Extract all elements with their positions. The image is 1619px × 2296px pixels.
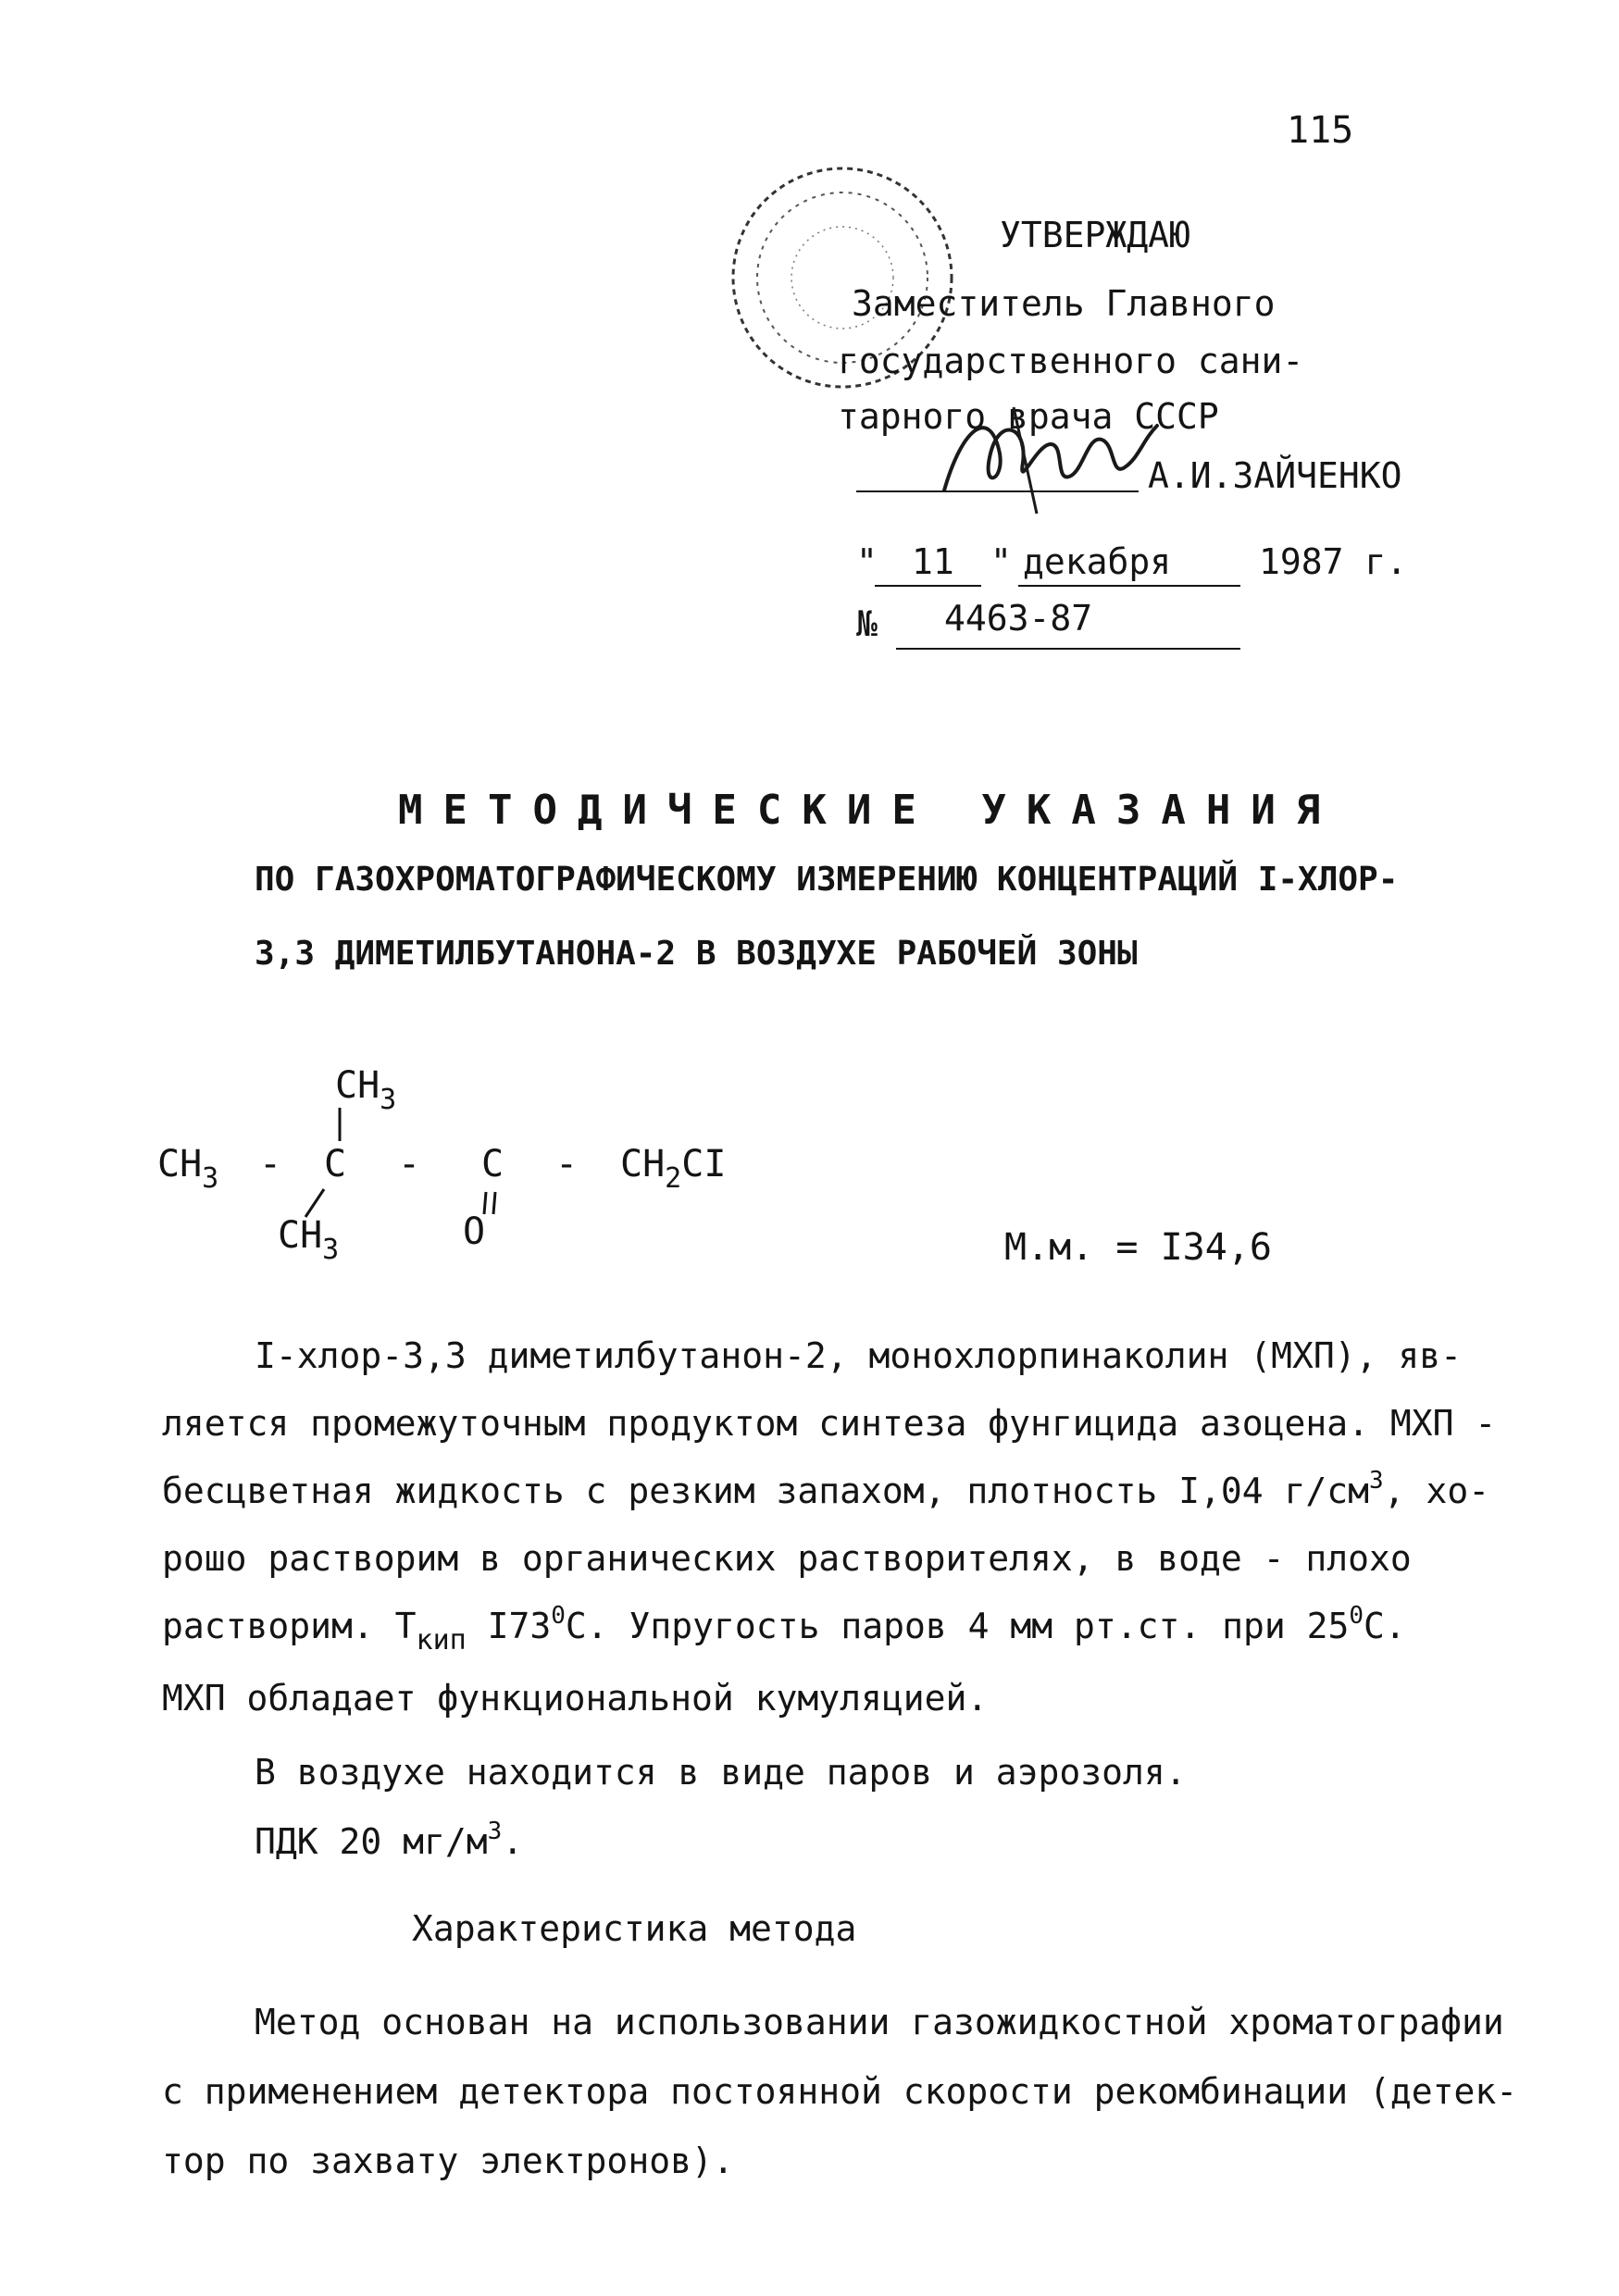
number-underline: [896, 648, 1240, 650]
document-subtitle-line1: ПО ГАЗОХРОМАТОГРАФИЧЕСКОМУ ИЗМЕРЕНИЮ КОНЦЕНТРАЦИЙ I-ХЛОР-: [255, 861, 1399, 899]
signature-line: [856, 490, 1139, 492]
formula-dash-1: -: [259, 1143, 282, 1185]
page-number: 115: [1287, 109, 1354, 152]
para1-line3: бесцветная жидкость с резким запахом, плотность I,04 $г/см^3$, хо-: [162, 1467, 1490, 1511]
approval-position-line2: государственного сани-: [838, 341, 1304, 381]
para3-line3: тор по захвату электронов).: [162, 2141, 734, 2181]
formula-oxygen: O: [463, 1210, 486, 1253]
formula-dash-3: -: [555, 1143, 579, 1185]
formula-bottom-methyl: $CH_3$: [278, 1214, 340, 1266]
approval-heading: УТВЕРЖДАЮ: [1000, 215, 1190, 255]
number-value: 4463-87: [944, 598, 1093, 639]
approver-name: А.И.ЗАЙЧЕНКО: [1148, 455, 1402, 496]
document-title: МЕТОДИЧЕСКИЕ УКАЗАНИЯ: [398, 787, 1341, 834]
date-open-quote: ": [856, 541, 878, 582]
para3-line2: с применением детектора постоянной скорости рекомбинации (детек-: [162, 2071, 1518, 2112]
section-heading: Характеристика метода: [412, 1908, 857, 1949]
pdk-value: ПДК 20 $мг/м^3$.: [255, 1818, 524, 1862]
date-month-underline: [1018, 585, 1240, 587]
date-month: декабря: [1023, 541, 1172, 582]
para1-line2: ляется промежуточным продуктом синтеза фунгицида азоцена. МХП -: [162, 1403, 1497, 1444]
formula-left-methyl: $CH_3$: [157, 1143, 219, 1195]
para1-line6: МХП обладает функциональной кумуляцией.: [162, 1678, 989, 1719]
molecular-mass: М.м. = I34,6: [1004, 1226, 1272, 1269]
para1-line5: растворим. $Т_{кип}$ $I73^0С$. Упругость паров 4 мм рт.ст. при $25^0С$.: [162, 1602, 1406, 1657]
formula-top-methyl: $CH_3$: [335, 1064, 397, 1116]
para2: В воздухе находится в виде паров и аэрозоля.: [255, 1752, 1187, 1793]
date-close-quote: ": [990, 541, 1012, 582]
signature-scribble: [926, 389, 1166, 518]
para1-line4: рошо растворим в органических растворителях, в воде - плохо: [162, 1538, 1412, 1579]
date-day: 11: [912, 541, 954, 582]
para1-line1: I-хлор-3,3 диметилбутанон-2, монохлорпинаколин (МХП), яв-: [255, 1335, 1463, 1376]
para3-line1: Метод основан на использовании газожидкостной хроматографии: [255, 2002, 1504, 2042]
approval-position-line1: Заместитель Главного: [852, 283, 1276, 324]
formula-carbon-2: C: [481, 1143, 504, 1185]
formula-carbon-1: C: [324, 1143, 347, 1185]
formula-chloromethyl: $CH_2CI$: [620, 1143, 727, 1195]
formula-bond-vertical: [335, 1106, 344, 1143]
approval-position-line3: тарного врача СССР: [838, 396, 1219, 437]
number-label: №: [856, 603, 878, 644]
date-year: 1987 г.: [1259, 541, 1408, 582]
date-day-underline: [875, 585, 981, 587]
formula-dash-2: -: [398, 1143, 421, 1185]
document-subtitle-line2: 3,3 ДИМЕТИЛБУТАНОНА-2 В ВОЗДУХЕ РАБОЧЕЙ ЗОНЫ: [255, 935, 1138, 973]
